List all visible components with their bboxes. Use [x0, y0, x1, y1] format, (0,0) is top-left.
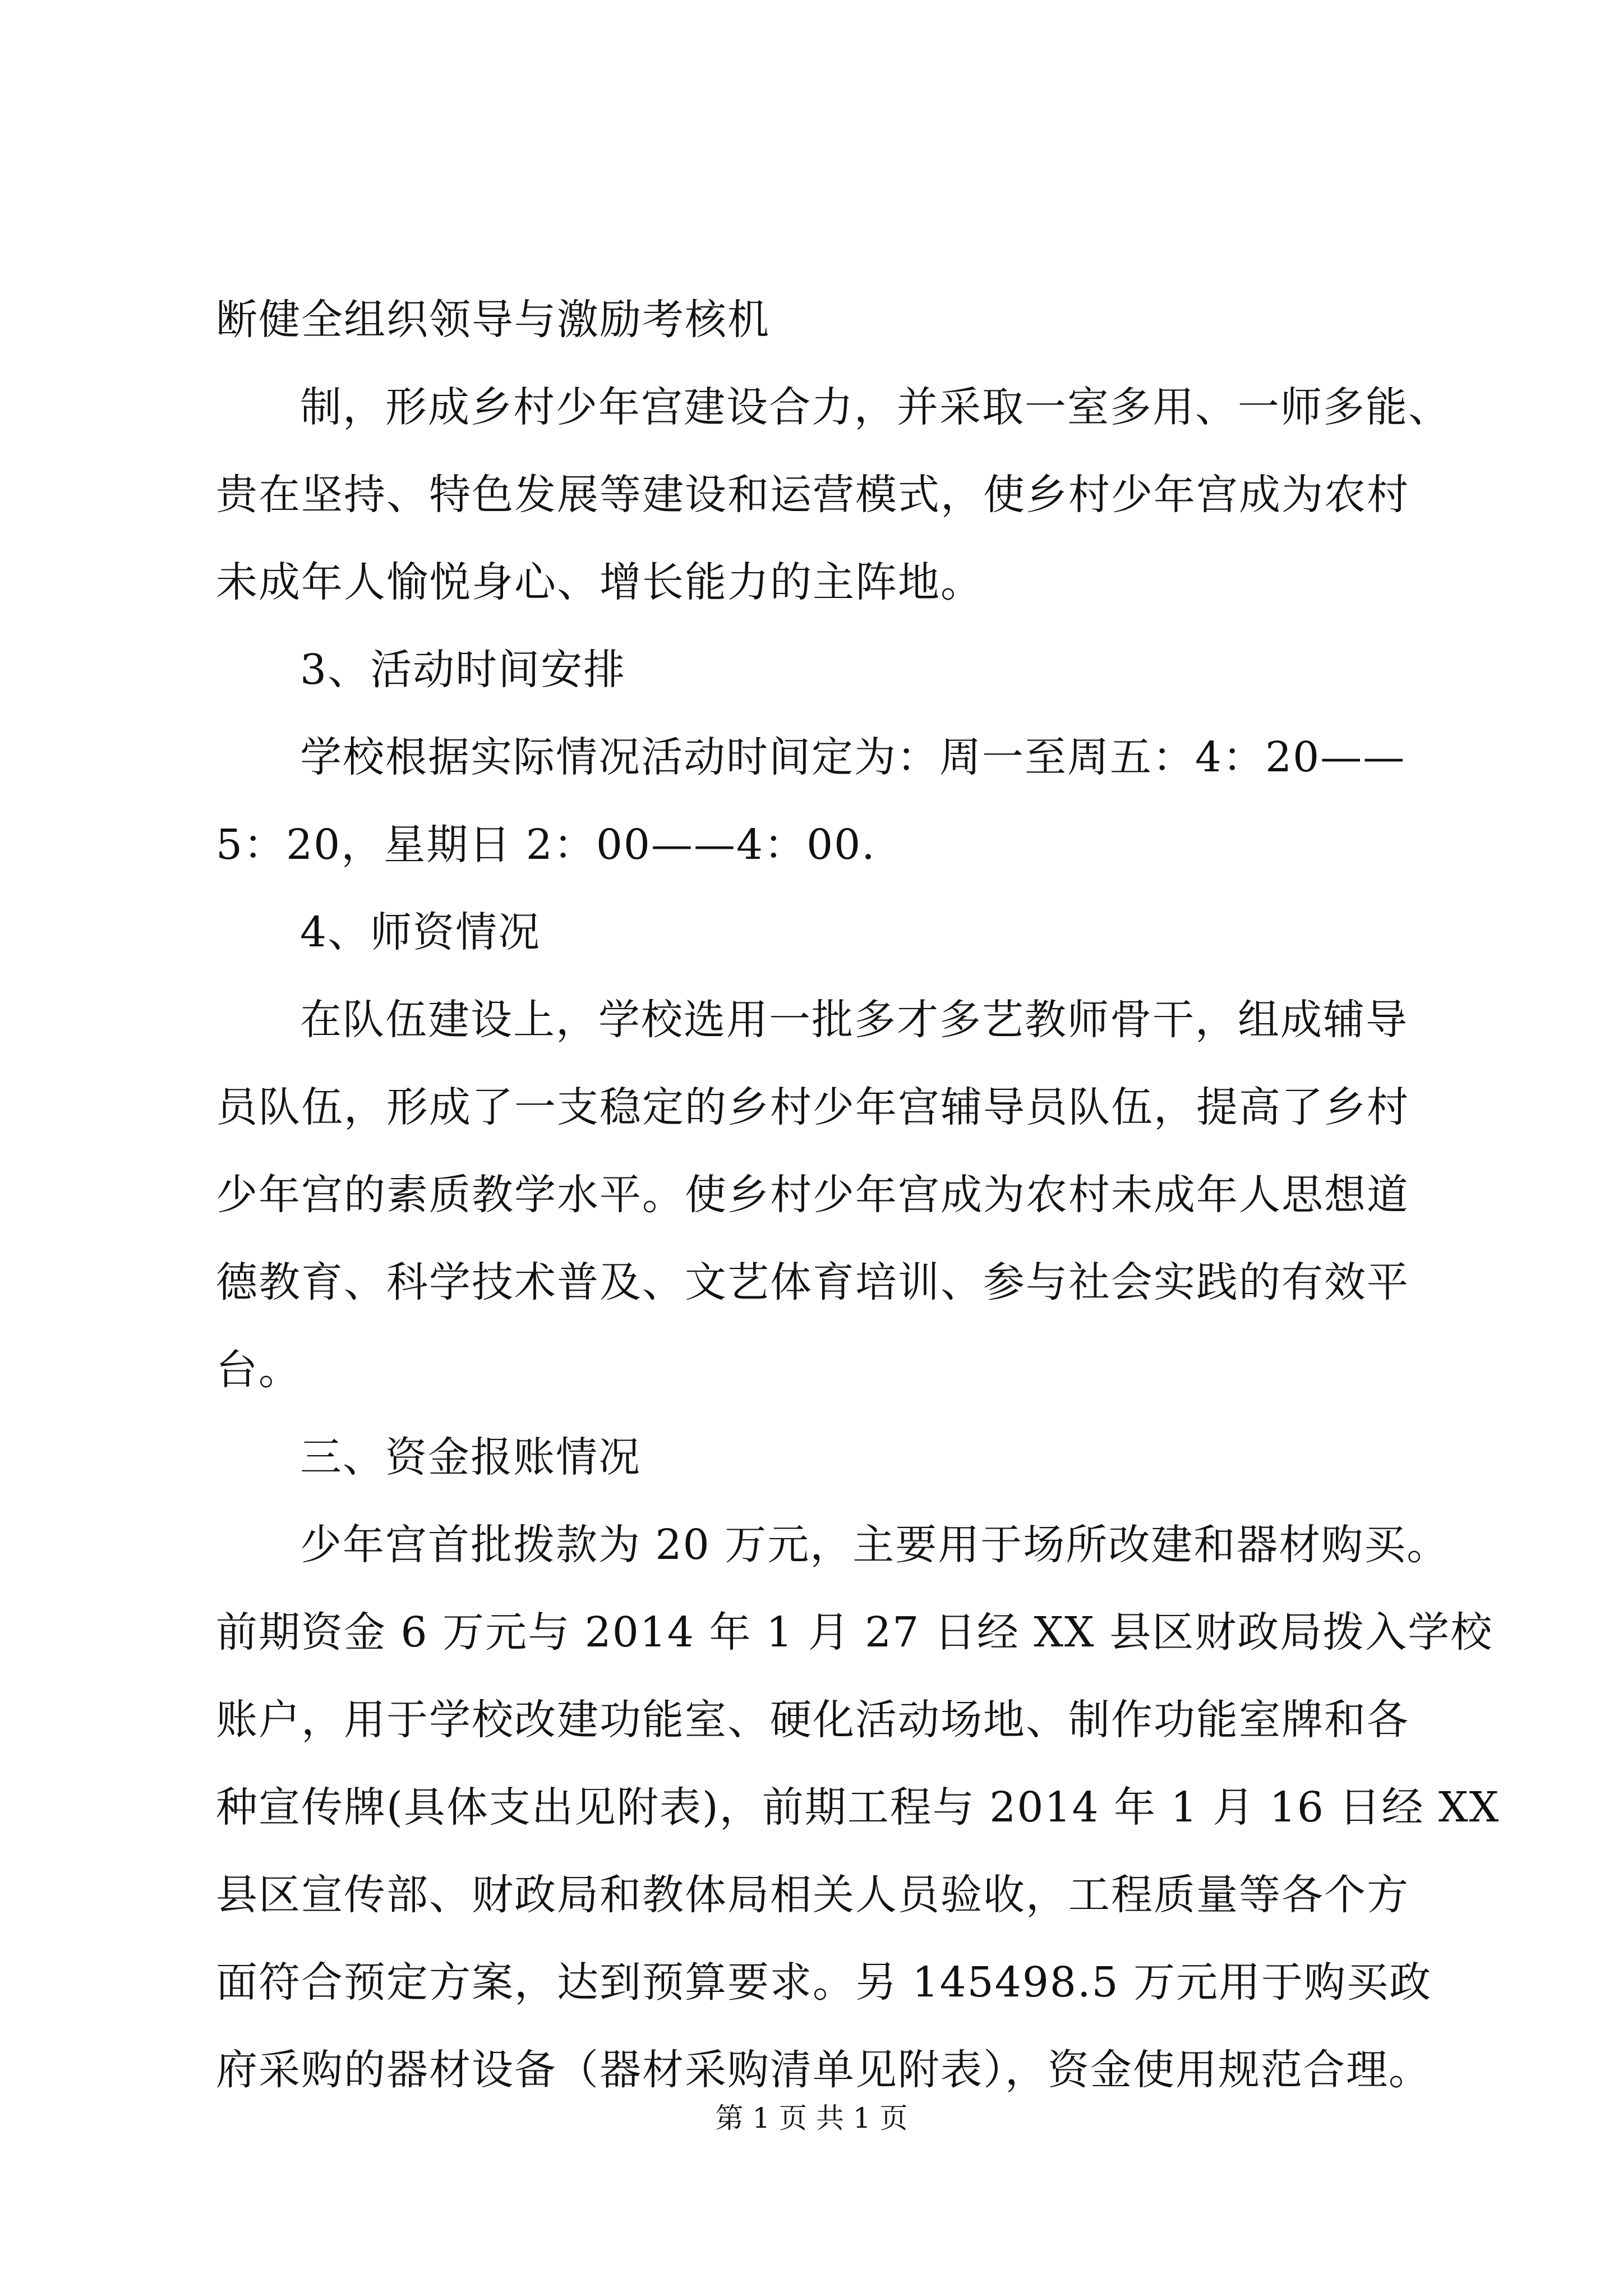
text-line-21: 府采购的器材设备（器材采购清单见附表），资金使用规范合理。	[216, 2046, 1431, 2094]
text-line-11: 少年宫的素质教学水平。使乡村少年宫成为农村未成年人思想道	[216, 1171, 1409, 1219]
text-line-19: 县区宣传部、财政局和教体局相关人员验收，工程质量等各个方	[216, 1871, 1409, 1919]
text-line-7: 5：20，星期日 2：00——4：00.	[216, 821, 876, 869]
text-line-3: 贵在坚持、特色发展等建设和运营模式，使乡村少年宫成为农村	[216, 471, 1409, 519]
text-line-17: 账户，用于学校改建功能室、硬化活动场地、制作功能室牌和各	[216, 1696, 1409, 1744]
text-line-14: 三、资金报账情况	[300, 1433, 641, 1481]
text-line-12: 德教育、科学技术普及、文艺体育培训、参与社会实践的有效平	[216, 1258, 1409, 1306]
text-line-5: 3、活动时间安排	[300, 646, 626, 694]
text-line-18: 种宣传牌(具体支出见附表)，前期工程与 2014 年 1 月 16 日经 XX	[216, 1783, 1500, 1832]
text-line-13: 台。	[216, 1346, 301, 1394]
text-line-6: 学校根据实际情况活动时间定为：周一至周五：4：20——	[300, 733, 1406, 781]
text-line-20: 面符合预定方案，达到预算要求。另 145498.5 万元用于购买政	[216, 1958, 1432, 2007]
text-line-1: 断健全组织领导与激励考核机	[216, 296, 770, 344]
text-line-8: 4、师资情况	[300, 908, 541, 956]
page-footer: 第 1 页 共 1 页	[715, 2102, 908, 2134]
text-line-16: 前期资金 6 万元与 2014 年 1 月 27 日经 XX 县区财政局拨入学校	[216, 1608, 1493, 1657]
text-line-4: 未成年人愉悦身心、增长能力的主阵地。	[216, 558, 983, 606]
text-line-2: 制，形成乡村少年宫建设合力，并采取一室多用、一师多能、	[300, 383, 1451, 431]
text-line-9: 在队伍建设上，学校选用一批多才多艺教师骨干，组成辅导	[300, 996, 1408, 1044]
text-line-15: 少年宫首批拨款为 20 万元，主要用于场所改建和器材购买。	[300, 1521, 1450, 1569]
text-line-10: 员队伍，形成了一支稳定的乡村少年宫辅导员队伍，提高了乡村	[216, 1083, 1409, 1131]
